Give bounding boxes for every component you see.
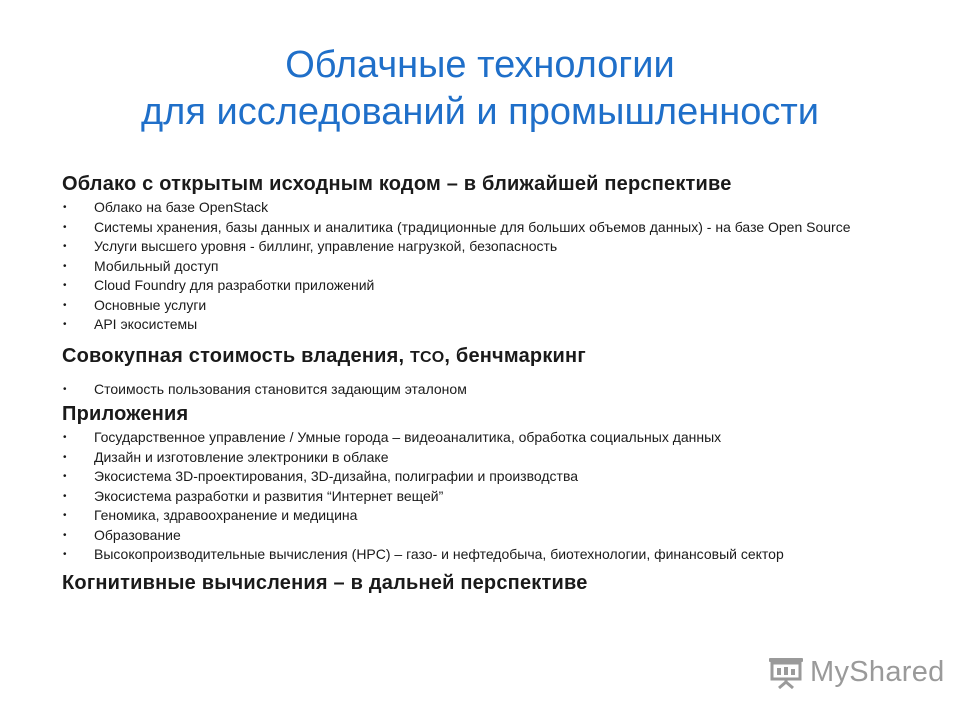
bullet-icon: • [63, 202, 67, 213]
myshared-logo[interactable] [766, 654, 945, 690]
section-heading-applications: Приложения [62, 403, 189, 425]
bullet-icon: • [63, 549, 67, 560]
bullet-icon: • [63, 299, 67, 311]
list-item-text: Экосистема разработки и развития “Интернет вещей” [94, 487, 444, 504]
bullet-icon: • [63, 432, 67, 443]
bullet-icon: • [63, 451, 67, 463]
bullet-icon: • [63, 319, 67, 330]
list-item [62, 218, 874, 238]
slide-content [62, 171, 922, 596]
list-item [62, 198, 874, 218]
tco-heading-start: Совокупная стоимость владения, [62, 344, 411, 367]
list-item-text: Системы хранения, базы данных и аналитика (традиционные для больших объемов данных) - на базе Open Source [94, 218, 851, 235]
slide-title-line-1: Облачные технологии [285, 44, 675, 86]
list-item [62, 506, 874, 526]
list-item [62, 545, 874, 565]
list-item-text: Образование [94, 526, 181, 543]
tco-heading-end: , бенчмаркинг [444, 344, 586, 367]
list-item-text: Экосистема 3D-проектирования, 3D-дизайна, полиграфии и производства [94, 468, 579, 484]
list-item [62, 237, 874, 257]
bullet-icon: • [63, 241, 67, 252]
slide-title [0, 42, 960, 136]
slide-title-line-2: для исследований и промышленности [141, 91, 819, 133]
bullet-icon: • [63, 383, 67, 395]
list-item [62, 380, 874, 400]
list-item [62, 315, 874, 335]
list-item-text: Услуги высшего уровня - биллинг, управление нагрузкой, безопасность [94, 238, 558, 254]
list-item-text: Геномика, здравоохранение и медицина [94, 507, 358, 523]
list-item-text: Облако на базе OpenStack [94, 199, 269, 215]
section-heading-cognitive: Когнитивные вычисления – в дальней перспективе [62, 571, 588, 594]
list-item-text: Дизайн и изготовление электроники в облаке [94, 448, 389, 465]
logo-text: MyShared [810, 656, 945, 688]
list-item [62, 428, 874, 448]
bullet-icon: • [63, 280, 67, 291]
bullet-icon: • [63, 510, 67, 521]
list-item-text: Стоимость пользования становится задающим эталоном [94, 380, 467, 397]
section-heading-tco [62, 343, 922, 371]
list-item-text: Основные услуги [94, 296, 207, 313]
bullet-icon: • [63, 221, 67, 233]
open-source-list [62, 198, 922, 335]
list-item [62, 526, 874, 546]
bullet-icon: • [63, 260, 67, 272]
presentation-board-icon [766, 655, 806, 689]
list-item-text: Высокопроизводительные вычисления (HPC) – газо- и нефтедобыча, биотехнологии, финансовый сектор [94, 546, 784, 562]
list-item [62, 487, 874, 507]
bullet-icon: • [63, 529, 67, 541]
list-item [62, 257, 874, 277]
tco-abbreviation: TCO [410, 348, 445, 366]
bullet-icon: • [63, 471, 67, 482]
list-item [62, 448, 874, 468]
applications-list [62, 428, 922, 565]
list-item [62, 276, 874, 296]
tco-list [62, 380, 922, 400]
section-heading-open-source: Облако с открытым исходным кодом – в ближайшей перспективе [62, 173, 732, 195]
list-item-text: Мобильный доступ [94, 257, 219, 274]
list-item-text: Cloud Foundry для разработки приложений [94, 277, 375, 293]
list-item-text: API экосистемы [94, 316, 198, 332]
list-item-text: Государственное управление / Умные города – видеоаналитика, обработка социальных данных [94, 429, 722, 445]
list-item [62, 296, 874, 316]
bullet-icon: • [63, 490, 67, 502]
list-item [62, 467, 874, 487]
